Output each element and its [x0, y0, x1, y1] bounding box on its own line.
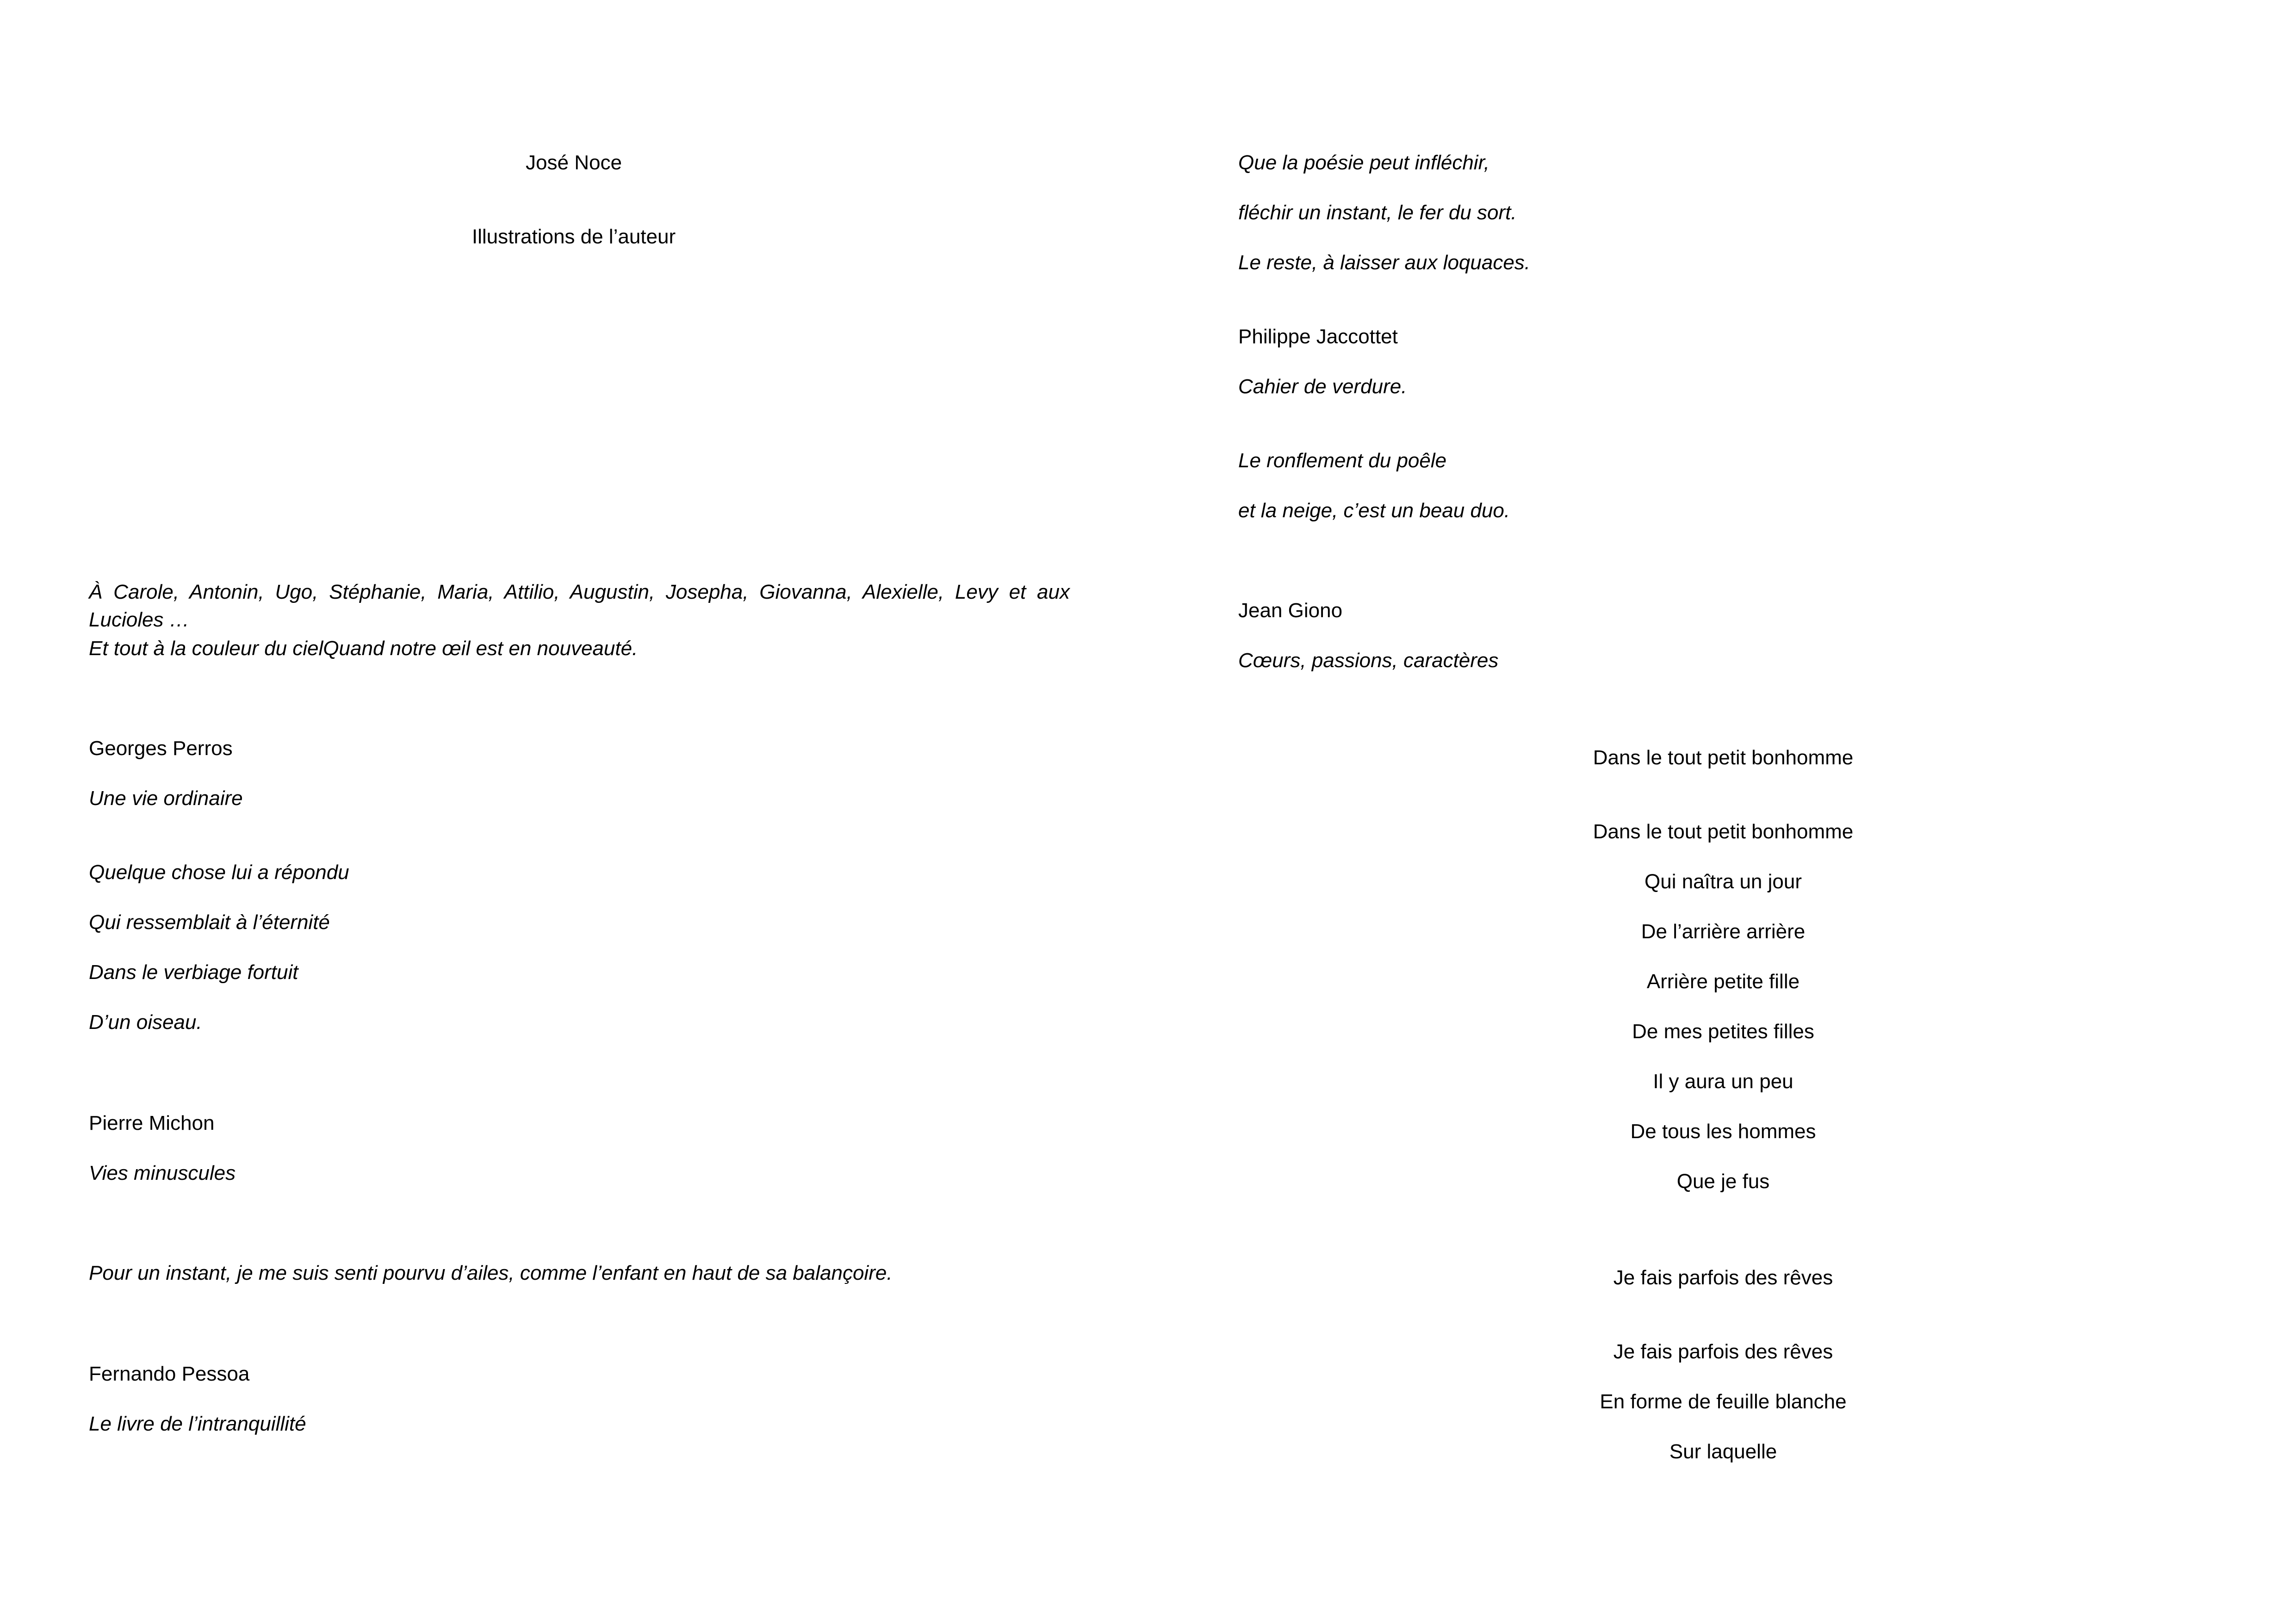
poem-1-line: De mes petites filles: [1632, 1020, 1814, 1043]
dedication: À Carole, Antonin, Ugo, Stéphanie, Maria, Attilio, Augustin, Josepha, Giovanna, Alexielle, Levy et aux Lucioles …: [89, 581, 1070, 631]
epigraph-4-line: Que la poésie peut infléchir,: [1238, 151, 1490, 174]
epigraph-3-work: Le livre de l’intranquillité: [89, 1412, 306, 1435]
illustrations-credit: Illustrations de l’auteur: [472, 225, 676, 248]
epigraph-1-text: Et tout à la couleur du cielQuand notre œil est en nouveauté.: [89, 637, 638, 660]
epigraph-2-line: Quelque chose lui a répondu: [89, 861, 349, 884]
poem-1-line: Dans le tout petit bonhomme: [1593, 820, 1854, 843]
epigraph-2-line: D’un oiseau.: [89, 1011, 202, 1034]
epigraph-5-line: et la neige, c’est un beau duo.: [1238, 499, 1510, 522]
epigraph-2-work: Vies minuscules: [89, 1162, 236, 1184]
epigraph-1-work: Une vie ordinaire: [89, 787, 243, 810]
epigraph-4-work: Cahier de verdure.: [1238, 375, 1407, 398]
epigraph-1-author: Georges Perros: [89, 737, 233, 760]
epigraph-5-author: Jean Giono: [1238, 599, 1343, 622]
epigraph-3-text: Pour un instant, je me suis senti pourvu d’ailes, comme l’enfant en haut de sa balançoire.: [89, 1262, 893, 1284]
poem-1-line: Il y aura un peu: [1653, 1070, 1793, 1093]
poem-1-line: De l’arrière arrière: [1641, 920, 1806, 943]
poem-1-title: Dans le tout petit bonhomme: [1593, 746, 1854, 769]
epigraph-2-author: Pierre Michon: [89, 1112, 215, 1134]
epigraph-5-line: Le ronflement du poêle: [1238, 449, 1447, 472]
poem-2-title: Je fais parfois des rêves: [1613, 1266, 1833, 1289]
book-author: José Noce: [526, 151, 622, 174]
epigraph-5-work: Cœurs, passions, caractères: [1238, 649, 1499, 672]
poem-1-line: Qui naîtra un jour: [1644, 870, 1802, 893]
epigraph-2-line: Qui ressemblait à l’éternité: [89, 911, 330, 934]
poem-2-line: Sur laquelle: [1669, 1440, 1777, 1463]
epigraph-4-line: Le reste, à laisser aux loquaces.: [1238, 251, 1531, 274]
poem-2-line: Je fais parfois des rêves: [1613, 1340, 1833, 1363]
epigraph-3-author: Fernando Pessoa: [89, 1363, 250, 1385]
poem-2-line: En forme de feuille blanche: [1600, 1390, 1847, 1413]
poem-1-line: Que je fus: [1676, 1170, 1770, 1193]
poem-1-line: Arrière petite fille: [1646, 970, 1800, 993]
epigraph-2-line: Dans le verbiage fortuit: [89, 961, 298, 984]
epigraph-4-line: fléchir un instant, le fer du sort.: [1238, 201, 1517, 224]
poem-1-line: De tous les hommes: [1630, 1120, 1816, 1143]
epigraph-4-author: Philippe Jaccottet: [1238, 325, 1398, 348]
